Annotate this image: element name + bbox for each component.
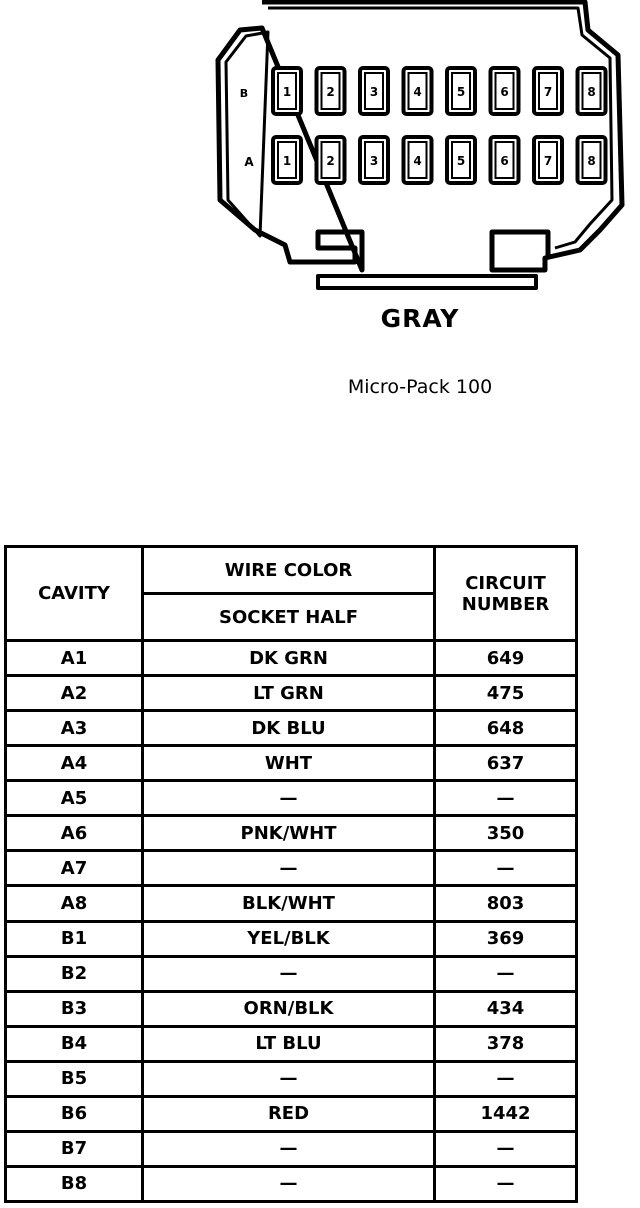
wire-color-cell: —	[143, 851, 435, 886]
cavity-number-a2: 2	[326, 154, 335, 168]
wire-color-cell: —	[143, 781, 435, 816]
wire-color-cell: ORN/BLK	[143, 991, 435, 1026]
header-circuit-number: CIRCUIT NUMBER	[435, 547, 577, 641]
cavity-row-b	[273, 68, 606, 114]
wire-color-cell: WHT	[143, 746, 435, 781]
cavity-cell: A3	[6, 711, 143, 746]
circuit-number-cell: 803	[435, 886, 577, 921]
header-socket-half: SOCKET HALF	[143, 594, 435, 641]
circuit-number-cell: 1442	[435, 1096, 577, 1131]
cavity-cell: A7	[6, 851, 143, 886]
cavity-number-b1: 1	[282, 85, 292, 99]
circuit-number-cell: 637	[435, 746, 577, 781]
cavity-cell: A4	[6, 746, 143, 781]
pinout-table	[4, 545, 578, 1203]
cavity-number-a3: 3	[369, 154, 379, 168]
cavity-cell: B4	[6, 1026, 143, 1061]
table-row	[6, 816, 577, 851]
circuit-number-cell: 350	[435, 816, 577, 851]
cavity-number-a5: 5	[456, 154, 466, 168]
cavity-number-b2: 2	[326, 85, 335, 99]
circuit-number-cell: 649	[435, 641, 577, 676]
table-row	[6, 1026, 577, 1061]
cavity-cell: A6	[6, 816, 143, 851]
wire-color-cell: BLK/WHT	[143, 886, 435, 921]
wire-color-cell: RED	[143, 1096, 435, 1131]
header-wire-color: WIRE COLOR	[143, 547, 435, 594]
cavity-cell: B5	[6, 1061, 143, 1096]
cavity-cell: B8	[6, 1166, 143, 1201]
cavity-number-a6: 6	[500, 154, 509, 168]
cavity-cell: B2	[6, 956, 143, 991]
table-row	[6, 1061, 577, 1096]
cavity-cell: A1	[6, 641, 143, 676]
header-cavity: CAVITY	[6, 547, 143, 641]
table-row	[6, 1166, 577, 1201]
connector-color-label: GRAY	[380, 304, 460, 333]
circuit-number-cell: —	[435, 1131, 577, 1166]
cavity-number-b4: 4	[413, 85, 422, 99]
wire-color-cell: —	[143, 1061, 435, 1096]
wire-color-cell: —	[143, 956, 435, 991]
cavity-cell: B3	[6, 991, 143, 1026]
cavity-row-a	[273, 137, 606, 183]
cavity-number-a7: 7	[543, 154, 553, 168]
connector-model-label: Micro-Pack 100	[347, 376, 493, 398]
pinout-body	[6, 641, 577, 1202]
cavity-number-b3: 3	[369, 85, 379, 99]
connector-diagram	[0, 0, 640, 300]
cavity-number-a8: 8	[587, 154, 596, 168]
table-row	[6, 1131, 577, 1166]
cavity-number-a4: 4	[413, 154, 422, 168]
table-row	[6, 886, 577, 921]
cavity-cell: A5	[6, 781, 143, 816]
wire-color-cell: PNK/WHT	[143, 816, 435, 851]
table-row	[6, 676, 577, 711]
circuit-number-cell: 369	[435, 921, 577, 956]
cavity-cell: B7	[6, 1131, 143, 1166]
circuit-number-cell: —	[435, 1166, 577, 1201]
wire-color-cell: LT GRN	[143, 676, 435, 711]
cavity-number-b5: 5	[456, 85, 466, 99]
cavity-number-b6: 6	[500, 85, 509, 99]
cavity-cell: B1	[6, 921, 143, 956]
circuit-number-cell: 378	[435, 1026, 577, 1061]
cavity-number-b7: 7	[543, 85, 553, 99]
circuit-number-cell: 475	[435, 676, 577, 711]
cavity-cell: B6	[6, 1096, 143, 1131]
circuit-number-cell: —	[435, 956, 577, 991]
wire-color-cell: DK GRN	[143, 641, 435, 676]
circuit-number-cell: —	[435, 851, 577, 886]
table-row	[6, 711, 577, 746]
wire-color-cell: LT BLU	[143, 1026, 435, 1061]
table-row	[6, 746, 577, 781]
table-row	[6, 851, 577, 886]
table-row	[6, 1096, 577, 1131]
circuit-number-cell: 434	[435, 991, 577, 1026]
row-b-label: B	[239, 87, 249, 100]
cavity-cell: A2	[6, 676, 143, 711]
cavity-number-a1: 1	[282, 154, 292, 168]
circuit-number-cell: 648	[435, 711, 577, 746]
wire-color-cell: —	[143, 1131, 435, 1166]
wire-color-cell: DK BLU	[143, 711, 435, 746]
table-row	[6, 991, 577, 1026]
cavity-cell: A8	[6, 886, 143, 921]
table-row	[6, 921, 577, 956]
circuit-number-cell: —	[435, 1061, 577, 1096]
cavity-number-b8: 8	[587, 85, 596, 99]
wire-color-cell: —	[143, 1166, 435, 1201]
table-row	[6, 641, 577, 676]
wire-color-cell: YEL/BLK	[143, 921, 435, 956]
row-a-label: A	[244, 155, 254, 169]
table-row	[6, 956, 577, 991]
table-row	[6, 781, 577, 816]
circuit-number-cell: —	[435, 781, 577, 816]
